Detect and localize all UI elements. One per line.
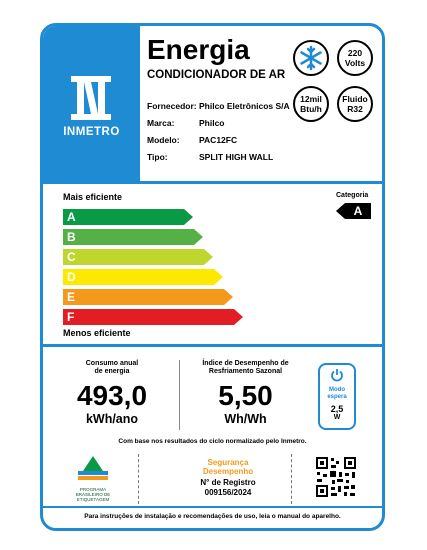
efficiency-letter-c: C (67, 250, 76, 264)
spec-value-modelo: PAC12FC (199, 135, 238, 145)
inmetro-logo-panel (43, 26, 140, 181)
dashed-divider-right (291, 454, 293, 504)
idrs-value: 5,50 (218, 380, 273, 411)
idrs-label: Índice de Desempenho de Resfriamento Sazonal (202, 360, 289, 375)
power-icon (330, 368, 344, 382)
inmetro-text: INMETRO (63, 126, 120, 138)
footer-instructions: Para instruções de instalação e recomendações de uso, leia o manual do aparelho. (84, 513, 341, 520)
standby-value: 2,5 (330, 404, 344, 414)
category-label: Categoria (336, 192, 369, 199)
capacity-badge: 12mil Btu/h (293, 86, 329, 122)
category-indicator (336, 203, 371, 219)
footer (43, 506, 382, 528)
scale-separator (43, 344, 382, 347)
spec-key-fornecedor: Fornecedor: (147, 101, 197, 111)
cycle-note: Com base nos resultados do ciclo normalizado pelo Inmetro. (118, 438, 307, 445)
column-divider (179, 360, 180, 430)
qr-code-icon (315, 456, 357, 498)
efficiency-letter-e: E (67, 290, 76, 304)
efficiency-letter-f: F (67, 310, 75, 324)
product-type: CONDICIONADOR DE AR (147, 69, 286, 81)
consumption-value: 493,0 (76, 380, 148, 411)
category-letter: A (353, 204, 363, 218)
efficiency-bar-e (63, 289, 233, 305)
spec-value-tipo: SPLIT HIGH WALL (199, 152, 274, 162)
cooling-badge (293, 40, 329, 76)
idrs-unit: Wh/Wh (224, 412, 267, 426)
safety-seal-title: Segurança Desempenho (202, 458, 254, 476)
spec-key-modelo: Modelo: (147, 135, 180, 145)
standby-box (318, 363, 356, 430)
efficiency-letter-a: A (67, 210, 76, 224)
energy-label (40, 23, 385, 531)
efficiency-bar-b (63, 229, 203, 245)
efficiency-letter-d: D (67, 270, 76, 284)
pbe-text: PROGRAMA BRASILEIRO DE ETIQUETAGEM (75, 487, 111, 502)
snowflake-icon (298, 45, 324, 71)
label-title: Energia (147, 34, 250, 65)
header-separator (43, 181, 382, 184)
spec-key-tipo: Tipo: (147, 152, 168, 162)
consumption-label: Consumo anual de energia (85, 360, 139, 375)
registry-label: N° de Registro (200, 478, 256, 487)
consumption-unit: kWh/ano (85, 412, 139, 426)
dashed-divider-left (138, 454, 140, 504)
less-efficient-label: Menos eficiente (63, 328, 131, 338)
efficiency-letter-b: B (67, 230, 76, 244)
spec-key-marca: Marca: (147, 118, 175, 128)
pbe-emblem-icon (78, 456, 108, 482)
standby-unit: W (333, 414, 341, 421)
spec-value-fornecedor: Philco Eletrônicos S/A (199, 101, 290, 111)
efficiency-bar-f (63, 309, 243, 325)
efficiency-bar-d (63, 269, 223, 285)
inmetro-logo-icon (71, 76, 111, 120)
standby-label: Modo espera (327, 387, 347, 400)
efficiency-bar-a (63, 209, 193, 225)
more-efficient-label: Mais eficiente (63, 192, 123, 202)
efficiency-bar-c (63, 249, 213, 265)
voltage-badge: 220 Volts (337, 40, 373, 76)
spec-value-marca: Philco (199, 118, 225, 128)
registry-number: 009156/2024 (204, 488, 252, 497)
refrigerant-badge: Fluido R32 (337, 86, 373, 122)
pbe-logo (63, 456, 123, 506)
